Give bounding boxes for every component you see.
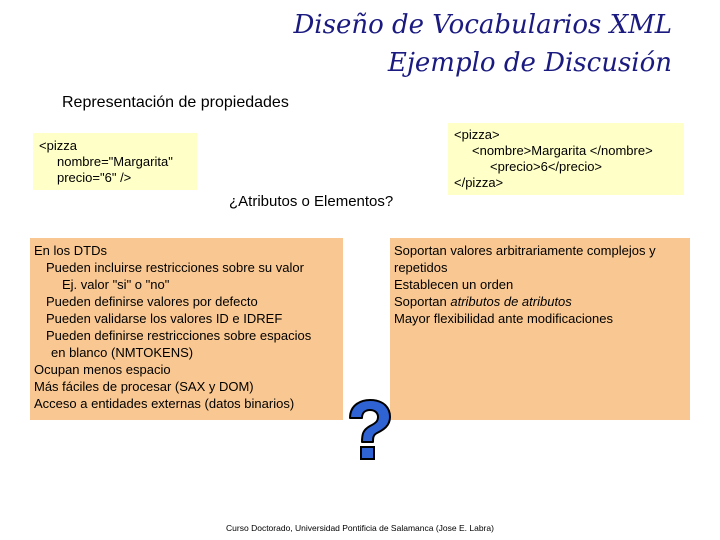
- slide-subtitle: Representación de propiedades: [62, 94, 289, 111]
- attributes-advantage-item: Pueden validarse los valores ID e IDREF: [46, 311, 283, 326]
- elements-advantage-item: repetidos: [394, 260, 448, 275]
- attributes-advantage-item: Ej. valor "si" o "no": [62, 277, 170, 292]
- central-question: ¿Atributos o Elementos?: [229, 193, 394, 210]
- elements-advantages-box: [390, 238, 690, 420]
- elements-advantage-emphasis: atributos de atributos: [450, 294, 572, 309]
- elements-advantage-item: Mayor flexibilidad ante modificaciones: [394, 311, 613, 326]
- element-example-box: [448, 123, 684, 195]
- slide-footer: Curso Doctorado, Universidad Pontificia de Salamanca (Jose E. Labra): [226, 523, 494, 533]
- attributes-advantage-item: en blanco (NMTOKENS): [51, 345, 194, 360]
- attributes-advantage-item: Pueden definirse valores por defecto: [46, 294, 258, 309]
- element-example-line: <nombre>Margarita </nombre>: [472, 143, 653, 158]
- question-mark-icon: [340, 398, 398, 462]
- attribute-example-line: <pizza: [39, 138, 77, 153]
- attributes-advantage-item: Acceso a entidades externas (datos binarios): [34, 396, 295, 411]
- slide-title-line-1: Diseño de Vocabularios XML: [293, 10, 672, 40]
- element-example-line: <pizza>: [454, 127, 500, 142]
- attributes-advantage-item: Pueden incluirse restricciones sobre su valor: [46, 260, 304, 275]
- attributes-advantages-box: [30, 238, 343, 420]
- attributes-advantage-item: Ocupan menos espacio: [34, 362, 171, 377]
- element-example-line: <precio>6</precio>: [490, 159, 603, 174]
- attributes-advantage-item: Pueden definirse restricciones sobre espacios: [46, 328, 312, 343]
- elements-advantage-item: Soportan valores arbitrariamente complejos y: [394, 243, 656, 258]
- slide-title-line-2: Ejemplo de Discusión: [387, 48, 672, 78]
- attributes-advantage-item: En los DTDs: [34, 243, 107, 258]
- element-example-line: </pizza>: [454, 175, 504, 190]
- attribute-example-line: precio="6" />: [57, 170, 132, 185]
- attributes-advantage-item: Más fáciles de procesar (SAX y DOM): [34, 379, 254, 394]
- attribute-example-line: nombre="Margarita": [57, 154, 173, 169]
- elements-advantage-item: Establecen un orden: [394, 277, 514, 292]
- elements-advantage-item: [394, 293, 686, 310]
- elements-advantage-text: Soportan: [394, 294, 451, 309]
- attribute-example-box: [33, 133, 197, 190]
